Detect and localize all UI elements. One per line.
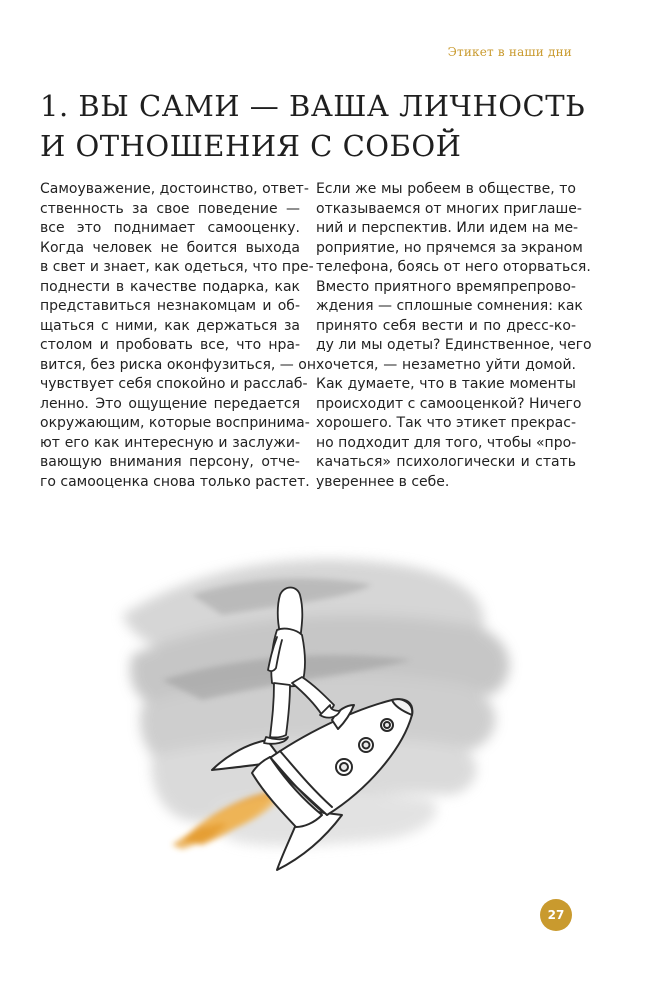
text-line: происходит с самооценкой? Ничего [316,395,582,412]
text-line: Самоуважение, достоинство, ответ- [40,181,309,197]
running-header: Этикет в наши дни [447,45,572,59]
text-line: хочется, — незаметно уйти домой. [316,356,576,373]
chapter-title [40,86,600,166]
body-column-right [316,180,592,492]
text-line: чувствует себя спокойно и расслаб- [40,376,308,392]
text-line: Когда человек не боится выхода [40,239,300,256]
text-line: Вместо приятного времяпрепрово- [316,278,576,295]
text-line: ют его как интересную и заслужи- [40,434,300,451]
text-line: окружающим, которые воспринима- [40,415,310,431]
text-line: хорошего. Так что этикет прекрас- [316,415,576,431]
text-line: Если же мы робеем в обществе, то [316,181,576,197]
text-line: в свет и знает, как одеться, что пре- [40,259,314,275]
text-line: ду ли мы одеты? Единственное, чего [316,337,592,353]
text-line: ний и перспектив. Или идем на ме- [316,220,579,236]
text-line: телефона, боясь от него оторваться. [316,259,591,275]
text-line: ственность за свое поведение — [40,200,300,217]
text-line: но подходит для того, чтобы «про- [316,434,577,451]
chapter-title-line: 1. ВЫ САМИ — ВАША ЛИЧНОСТЬ [40,89,586,123]
text-line: вится, без риска оконфузиться, — он [40,356,316,373]
text-line: представиться незнакомцам и об- [40,298,300,314]
text-line: ленно. Это ощущение передается [40,395,300,412]
text-line: все это поднимает самооценку. [40,220,300,236]
body-column-left [40,180,316,492]
rocket-illustration [52,505,557,880]
text-line: вающую внимания персону, отче- [40,454,300,470]
text-line: увереннее в себе. [316,473,450,490]
text-line: ждения — сплошные сомнения: как [316,298,583,314]
text-line: поднести в качестве подарка, как [40,278,300,295]
page-number-badge: 27 [540,899,572,931]
text-line: столом и пробовать все, что нра- [40,337,300,353]
text-line: го самооценка снова только растет. [40,473,310,490]
text-line: отказываемся от многих приглаше- [316,200,582,217]
text-line: роприятие, но прячемся за экраном [316,239,583,256]
chapter-title-line: И ОТНОШЕНИЯ С СОБОЙ [40,129,462,163]
text-line: качаться» психологически и стать [316,454,576,470]
text-line: щаться с ними, как держаться за [40,317,300,334]
text-line: принято себя вести и по дресс-ко- [316,317,576,334]
text-line: Как думаете, что в такие моменты [316,376,576,392]
